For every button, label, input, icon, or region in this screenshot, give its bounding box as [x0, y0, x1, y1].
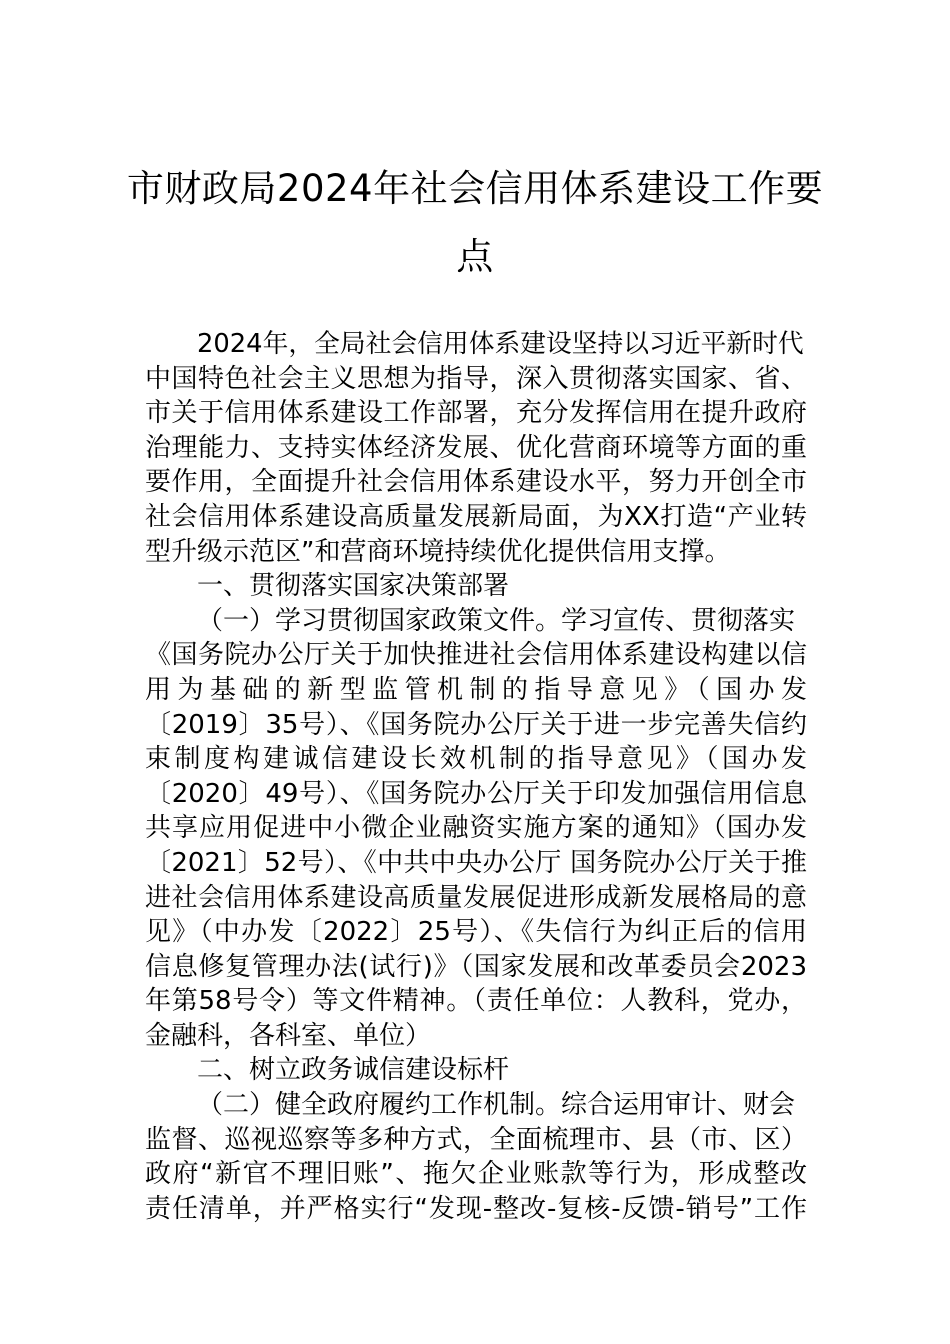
- section-heading: 二、树立政务诚信建设标杆: [197, 1055, 510, 1086]
- paragraph-line: （二）健全政府履约工作机制。综合运用审计、财会: [197, 1090, 796, 1121]
- paragraph-line: 治理能力、支持实体经济发展、优化营商环境等方面的重: [145, 432, 807, 463]
- paragraph-line: 监督、巡视巡察等多种方式，全面梳理市、县（市、区）: [145, 1124, 807, 1155]
- paragraph-line: 政府“新官不理旧账”、拖欠企业账款等行为，形成整改: [145, 1159, 807, 1190]
- paragraph-line: 年第58号令）等文件精神。（责任单位：人教科，党办，: [145, 986, 807, 1017]
- paragraph-line: 共享应用促进中小微企业融资实施方案的通知》（国办发: [145, 813, 807, 844]
- paragraph-line: 见》（中办发〔2022〕25号）、《失信行为纠正后的信用: [145, 917, 807, 948]
- paragraph-line: 中国特色社会主义思想为指导，深入贯彻落实国家、省、: [145, 363, 807, 394]
- paragraph-line: 〔2020〕49号）、《国务院办公厅关于印发加强信用信息: [145, 778, 807, 809]
- paragraph-line: 市关于信用体系建设工作部署，充分发挥信用在提升政府: [145, 398, 807, 429]
- paragraph-line: 〔2019〕35号）、《国务院办公厅关于进一步完善失信约: [145, 709, 807, 740]
- paragraph-line: （一）学习贯彻国家政策文件。学习宣传、贯彻落实: [197, 605, 796, 636]
- document-title-line-2: 点: [456, 235, 494, 278]
- paragraph-line: 责任清单，并严格实行“发现-整改-复核-反馈-销号”工作: [145, 1193, 807, 1224]
- paragraph-line: 型升级示范区”和营商环境持续优化提供信用支撑。: [145, 536, 731, 567]
- paragraph-line: 信息修复管理办法(试行)》（国家发展和改革委员会2023: [145, 951, 807, 982]
- document-body: [145, 327, 807, 1226]
- document-title-line-1: 市财政局2024年社会信用体系建设工作要: [126, 167, 824, 210]
- paragraph-line: 2024年，全局社会信用体系建设坚持以习近平新时代: [197, 329, 804, 359]
- section-heading: 一、贯彻落实国家决策部署: [197, 571, 510, 602]
- paragraph-line: 用为基础的新型监管机制的指导意见》（国办发: [145, 674, 807, 705]
- paragraph-line: 《国务院办公厅关于加快推进社会信用体系建设构建以信: [145, 640, 807, 671]
- paragraph-line: 要作用，全面提升社会信用体系建设水平，努力开创全市: [145, 467, 807, 498]
- paragraph-line: 〔2021〕52号）、《中共中央办公厅 国务院办公厅关于推: [145, 847, 807, 878]
- paragraph-line: 进社会信用体系建设高质量发展促进形成新发展格局的意: [145, 882, 807, 913]
- paragraph-line: 束制度构建诚信建设长效机制的指导意见》（国办发: [145, 744, 807, 775]
- paragraph-line: 社会信用体系建设高质量发展新局面，为XX打造“产业转: [145, 501, 807, 532]
- paragraph-line: 金融科，各科室、单位）: [145, 1020, 432, 1051]
